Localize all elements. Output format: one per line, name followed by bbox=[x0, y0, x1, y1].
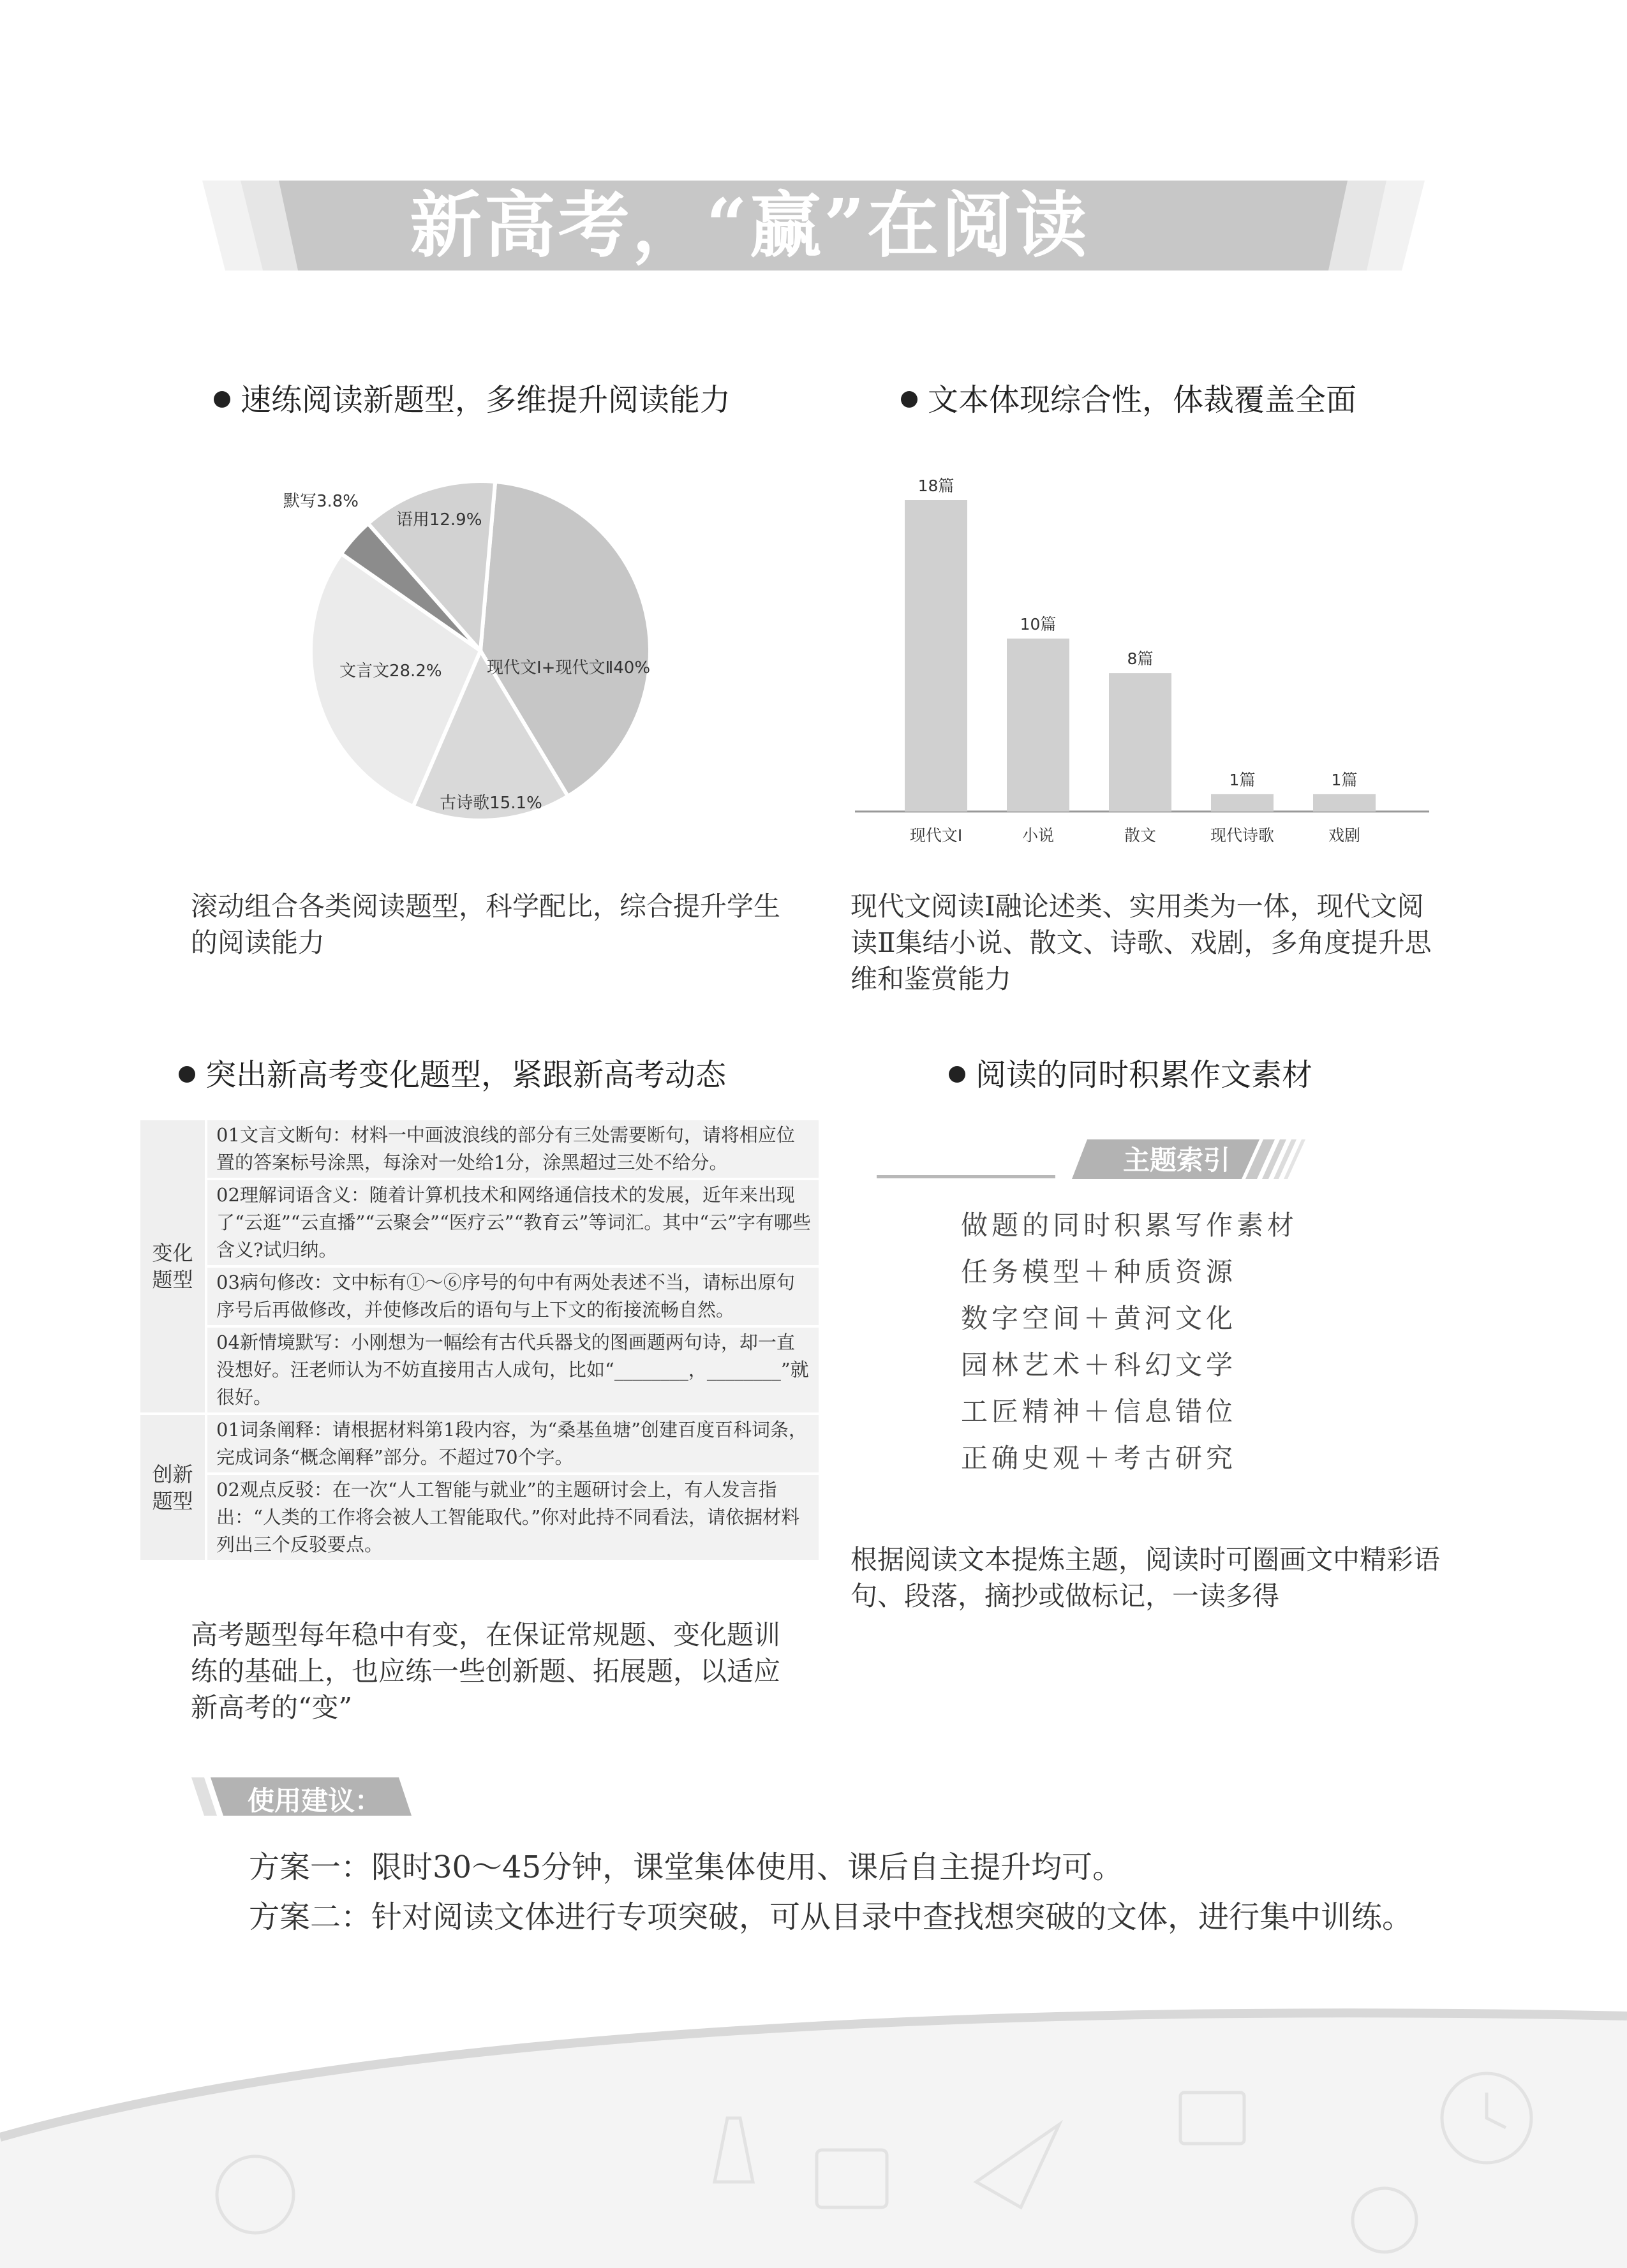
usage-tag-text: 使用建议： bbox=[248, 1785, 382, 1816]
pie-slice-label: 古诗歌15.1% bbox=[440, 793, 542, 813]
question-item: 01词条阐释：请根据材料第1段内容，为“桑基鱼塘”创建百度百科词条，完成词条“概念阐释”部分。不超过70个字。 bbox=[207, 1415, 819, 1472]
caption-line: 维和鉴赏能力 bbox=[851, 963, 1012, 995]
caption-line: 句、段落，摘抄或做标记，一读多得 bbox=[851, 1580, 1280, 1612]
bar-value-label: 8篇 bbox=[1127, 649, 1154, 669]
caption-line: 新高考的“变” bbox=[191, 1692, 352, 1723]
table-row bbox=[140, 1268, 819, 1325]
caption-1 bbox=[191, 888, 829, 961]
bar bbox=[1109, 673, 1171, 812]
group-label-text: 变化 题型 bbox=[152, 1241, 193, 1292]
theme-item: 工匠精神＋信息错位 bbox=[961, 1396, 1237, 1427]
caption-4 bbox=[851, 1541, 1489, 1614]
pie-slice-label: 默写3.8% bbox=[283, 492, 359, 511]
bar-value-label: 10篇 bbox=[1020, 614, 1057, 634]
heading-text: 阅读的同时积累作文素材 bbox=[976, 1057, 1313, 1093]
caption-line: 高考题型每年稳中有变，在保证常规题、变化题训 bbox=[191, 1619, 781, 1650]
caption-3 bbox=[191, 1617, 829, 1726]
x-tick-label: 散文 bbox=[1124, 826, 1157, 845]
table-row bbox=[140, 1120, 819, 1178]
bullet-icon bbox=[949, 1066, 965, 1083]
question-item: 02观点反驳：在一次“人工智能与就业”的主题研讨会上，有人发言指出：“人类的工作将会被人工智能取代。”你对此持不同看法，请依据材料列出三个反驳要点。 bbox=[207, 1475, 819, 1560]
heading-text: 文本体现综合性，体裁覆盖全面 bbox=[928, 382, 1357, 418]
theme-item: 数字空间＋黄河文化 bbox=[961, 1303, 1237, 1334]
bottom-decoration bbox=[0, 1990, 1627, 2268]
theme-item: 任务模型＋种质资源 bbox=[961, 1256, 1237, 1287]
table-row bbox=[140, 1180, 819, 1265]
bullet-icon bbox=[179, 1066, 195, 1083]
caption-line: 练的基础上，也应练一些创新题、拓展题，以适应 bbox=[191, 1656, 781, 1687]
usage-plan-2: 方案二：针对阅读文体进行专项突破，可从目录中查找想突破的文体，进行集中训练。 bbox=[249, 1899, 1413, 1935]
section-heading-2 bbox=[901, 375, 1356, 419]
group-label bbox=[140, 1415, 207, 1560]
heading-text: 突出新高考变化题型，紧跟新高考动态 bbox=[205, 1057, 727, 1093]
x-tick-label: 现代文Ⅰ bbox=[909, 826, 963, 845]
bar bbox=[905, 500, 967, 812]
x-tick-label: 小说 bbox=[1022, 826, 1055, 845]
caption-line: 根据阅读文本提炼主题，阅读时可圈画文中精彩语 bbox=[851, 1544, 1441, 1575]
table-row bbox=[140, 1475, 819, 1560]
question-item: 02理解词语含义：随着计算机技术和网络通信技术的发展，近年来出现了“云逛”“云直播”“云聚会”“医疗云”“教育云”等词汇。其中“云”字有哪些含义?试归纳。 bbox=[207, 1180, 819, 1265]
bar bbox=[1007, 639, 1069, 812]
caption-line: 读Ⅱ集结小说、散文、诗歌、戏剧，多角度提升思 bbox=[851, 927, 1432, 958]
pie-chart bbox=[274, 459, 721, 842]
bar-value-label: 18篇 bbox=[918, 477, 955, 495]
pie-slices bbox=[311, 481, 650, 820]
pie-slice-label: 语用12.9% bbox=[396, 510, 482, 530]
page-title: 新高考，“赢”在阅读 bbox=[410, 184, 1090, 267]
theme-index-list bbox=[961, 1204, 1298, 1484]
pie-slice-label: 文言文28.2% bbox=[339, 662, 442, 681]
x-tick-label: 现代诗歌 bbox=[1210, 826, 1275, 845]
section-heading-3 bbox=[179, 1050, 726, 1094]
theme-index-title: 主题索引 bbox=[1123, 1145, 1231, 1176]
theme-item: 做题的同时积累写作素材 bbox=[961, 1210, 1298, 1241]
bar-chart bbox=[849, 459, 1442, 855]
caption-line: 现代文阅读Ⅰ融论述类、实用类为一体，现代文阅 bbox=[851, 891, 1424, 922]
caption-line: 滚动组合各类阅读题型，科学配比，综合提升学生 bbox=[191, 891, 781, 922]
bullet-icon bbox=[214, 391, 230, 408]
section-heading-1 bbox=[214, 375, 731, 419]
heading-text: 速练阅读新题型，多维提升阅读能力 bbox=[241, 382, 731, 418]
question-item: 03病句修改：文中标有①～⑥序号的句中有两处表述不当，请标出原句序号后再做修改，并使修改后的语句与上下文的衔接流畅自然。 bbox=[207, 1268, 819, 1325]
caption-2 bbox=[851, 888, 1489, 997]
bar bbox=[1211, 794, 1274, 812]
bar bbox=[1313, 794, 1376, 812]
pie-slice-label: 现代文Ⅰ+现代文Ⅱ40% bbox=[487, 658, 651, 678]
bar-value-label: 1篇 bbox=[1331, 770, 1358, 789]
group-label-text: 创新 题型 bbox=[152, 1462, 193, 1513]
bullet-icon bbox=[901, 391, 918, 408]
group-label bbox=[140, 1120, 207, 1412]
table-row bbox=[140, 1328, 819, 1412]
theme-item: 正确史观＋考古研究 bbox=[961, 1442, 1237, 1474]
bar-value-label: 1篇 bbox=[1229, 770, 1256, 789]
caption-line: 的阅读能力 bbox=[191, 927, 325, 958]
usage-plan-1: 方案一：限时30～45分钟，课堂集体使用、课后自主提升均可。 bbox=[249, 1849, 1124, 1885]
x-tick-label: 戏剧 bbox=[1328, 826, 1361, 845]
section-heading-4 bbox=[949, 1050, 1312, 1094]
question-item: 01文言文断句：材料一中画波浪线的部分有三处需要断句，请将相应位置的答案标号涂黑，每涂对一处给1分，涂黑超过三处不给分。 bbox=[207, 1120, 819, 1178]
question-item: 04新情境默写：小刚想为一幅绘有古代兵器戈的图画题两句诗，却一直没想好。汪老师认为不妨直接用古人成句，比如“________，________”就很好。 bbox=[207, 1328, 819, 1412]
table-row bbox=[140, 1415, 819, 1472]
theme-index-banner bbox=[877, 1134, 1336, 1185]
question-type-table bbox=[140, 1118, 819, 1562]
theme-item: 园林艺术＋科幻文学 bbox=[961, 1349, 1237, 1381]
